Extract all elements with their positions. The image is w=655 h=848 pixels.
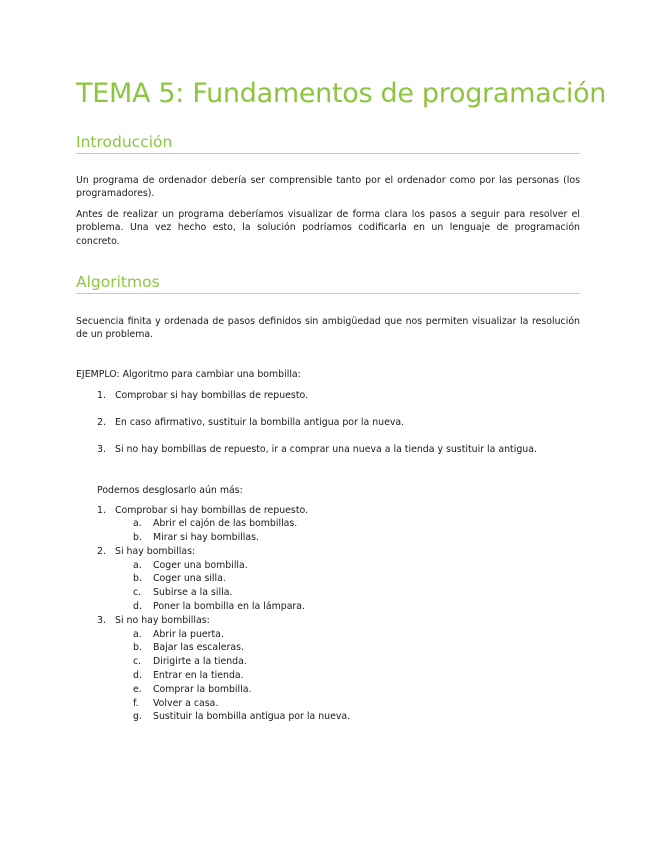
substep-letter: b. — [133, 573, 142, 584]
substep-letter: c. — [133, 587, 142, 598]
section-heading-algoritmos: Algoritmos — [76, 272, 580, 294]
substep-letter: f. — [133, 698, 139, 709]
step-number: 3. — [97, 444, 106, 455]
page-title: TEMA 5: Fundamentos de programación — [76, 78, 607, 109]
section-heading-introduccion: Introducción — [76, 132, 580, 154]
substep-letter: b. — [133, 532, 142, 543]
step-text: Comprobar si hay bombillas de repuesto. — [115, 390, 309, 401]
substep-text: Volver a casa. — [153, 698, 219, 709]
substep-text: Sustituir la bombilla antigua por la nueva. — [153, 711, 351, 722]
substep-letter: c. — [133, 656, 142, 667]
substep-letter: d. — [133, 670, 142, 681]
substep-text: Abrir la puerta. — [153, 629, 224, 640]
step-text: Si no hay bombillas de repuesto, ir a comprar una nueva a la tienda y sustituir la antigua. — [115, 444, 537, 455]
substep-letter: a. — [133, 518, 142, 529]
substep-letter: b. — [133, 642, 142, 653]
breakdown-text: Comprobar si hay bombillas de repuesto. — [115, 505, 309, 516]
breakdown-intro: Podemos desglosarlo aún más: — [97, 485, 243, 496]
substep-text: Coger una silla. — [153, 573, 226, 584]
substep-text: Subirse a la silla. — [153, 587, 233, 598]
substep-text: Bajar las escaleras. — [153, 642, 244, 653]
step-number: 1. — [97, 390, 106, 401]
substep-letter: e. — [133, 684, 142, 695]
substep-text: Coger una bombilla. — [153, 560, 248, 571]
substep-text: Entrar en la tienda. — [153, 670, 244, 681]
substep-letter: g. — [133, 711, 142, 722]
substep-text: Mirar si hay bombillas. — [153, 532, 260, 543]
substep-text: Abrir el cajón de las bombillas. — [153, 518, 298, 529]
substep-text: Dirigirte a la tienda. — [153, 656, 247, 667]
breakdown-number: 3. — [97, 615, 106, 626]
step-text: En caso afirmativo, sustituir la bombilla antigua por la nueva. — [115, 417, 405, 428]
breakdown-text: Si hay bombillas: — [115, 546, 196, 557]
substep-letter: a. — [133, 629, 142, 640]
substep-text: Poner la bombilla en la lámpara. — [153, 601, 306, 612]
step-number: 2. — [97, 417, 106, 428]
intro-paragraph-2: Antes de realizar un programa deberíamos visualizar de forma clara los pasos a seguir para resolver el problema. Una vez hecho esto, la solución podríamos codificarla en un lenguaje de programación concreto. — [76, 209, 580, 247]
breakdown-number: 2. — [97, 546, 106, 557]
breakdown-number: 1. — [97, 505, 106, 516]
example-label: EJEMPLO: Algoritmo para cambiar una bombilla: — [76, 369, 301, 380]
breakdown-text: Si no hay bombillas: — [115, 615, 210, 626]
substep-letter: d. — [133, 601, 142, 612]
substep-letter: a. — [133, 560, 142, 571]
intro-paragraph-1: Un programa de ordenador debería ser comprensible tanto por el ordenador como por las personas (los programadores). — [76, 175, 580, 200]
substep-text: Comprar la bombilla. — [153, 684, 252, 695]
algorithm-definition: Secuencia finita y ordenada de pasos definidos sin ambigüedad que nos permiten visualizar la resolución de un problema. — [76, 316, 580, 341]
